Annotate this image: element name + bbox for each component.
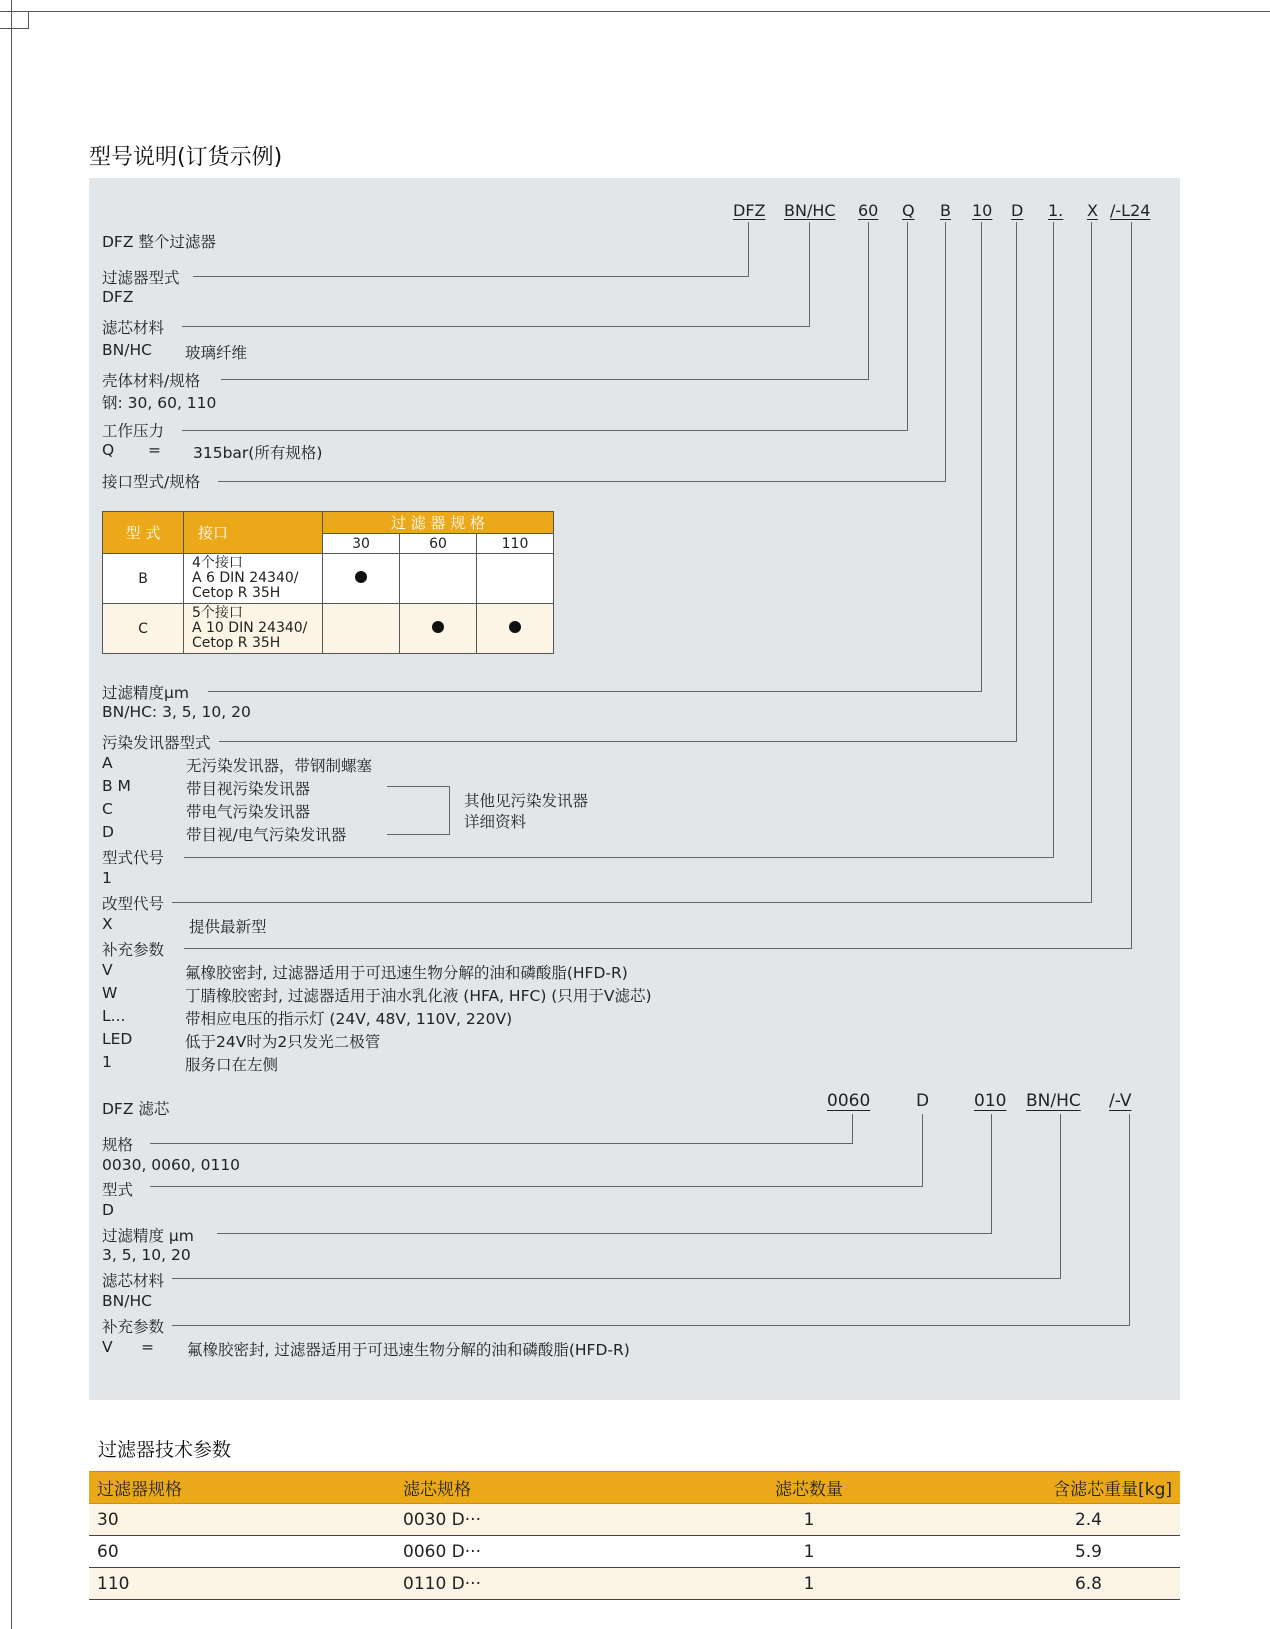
- tech-cell: 1: [701, 1504, 917, 1536]
- col-type-header: 型 式: [103, 512, 184, 554]
- element-leader-h-rating: [217, 1233, 992, 1234]
- tech-cell: 2.4: [917, 1504, 1180, 1536]
- col-sizes-header: 过 滤 器 规 格: [323, 512, 554, 534]
- bracket-side: [449, 786, 450, 835]
- element-heading: DFZ 滤芯: [102, 1100, 170, 1118]
- row-type: C: [103, 604, 184, 654]
- element-code-010: 010: [974, 1091, 1007, 1111]
- supp-desc: 低于24V时为2只发光二极管: [185, 1033, 381, 1051]
- element-leader-h-type: [150, 1186, 923, 1187]
- supp-desc: 带相应电压的指示灯 (24V, 48V, 110V, 220V): [185, 1010, 513, 1028]
- leader-v-dfz: [748, 222, 749, 277]
- availability-dot: [355, 571, 367, 583]
- availability-dot: [432, 621, 444, 633]
- mod-desc: 提供最新型: [189, 918, 267, 936]
- port-line: 5个接口: [192, 605, 243, 621]
- mark-cell: [323, 604, 400, 654]
- table-row: [103, 554, 554, 604]
- tech-cell: 6.8: [917, 1568, 1180, 1600]
- supp-desc: 服务口在左侧: [185, 1056, 279, 1074]
- element-supp-label: 补充参数: [102, 1318, 165, 1336]
- leader-v-l24: [1131, 222, 1132, 949]
- leader-h-type: [193, 276, 749, 277]
- mod-label: 改型代号: [102, 895, 165, 913]
- supp-desc: 氟橡胶密封, 过滤器适用于可迅速生物分解的油和磷酸脂(HFD-R): [185, 964, 628, 982]
- code-1: 1.: [1048, 201, 1064, 220]
- element-rating-label: 过滤精度 μm: [102, 1227, 194, 1245]
- indicator-desc: 带目视/电气污染发讯器: [186, 826, 347, 844]
- tech-cell: 5.9: [917, 1536, 1180, 1568]
- housing-label: 壳体材料/规格: [102, 372, 201, 390]
- table-row: [89, 1536, 1180, 1568]
- element-size-value: 0030, 0060, 0110: [102, 1156, 241, 1174]
- element-code-bnhc: BN/HC: [1026, 1091, 1081, 1111]
- leader-h-media: [182, 326, 810, 327]
- leader-h-mod: [172, 902, 1092, 903]
- table-row: [103, 604, 554, 654]
- filter-heading: DFZ 整个过滤器: [102, 233, 216, 251]
- leader-v-q: [907, 222, 908, 431]
- tech-header-cell: 过滤器规格: [89, 1472, 395, 1504]
- element-rating-value: 3, 5, 10, 20: [102, 1246, 191, 1264]
- element-size-label: 规格: [102, 1136, 134, 1154]
- mod-code: X: [102, 915, 113, 933]
- indicator-note-2: 详细资料: [464, 813, 527, 831]
- port-line: A 6 DIN 24340/: [192, 570, 299, 586]
- tech-header-cell: 滤芯规格: [395, 1472, 701, 1504]
- tech-cell: 1: [701, 1536, 917, 1568]
- connection-table: [102, 511, 554, 654]
- indicator-label: 污染发讯器型式: [102, 734, 211, 752]
- code-bnhc: BN/HC: [784, 201, 836, 220]
- col-port-header: 接口: [184, 512, 323, 554]
- leader-v-d: [1016, 222, 1017, 742]
- media-code: BN/HC: [102, 341, 152, 359]
- tech-cell: 0030 D···: [395, 1504, 701, 1536]
- code-60: 60: [858, 201, 879, 220]
- tech-cell: 0060 D···: [395, 1536, 701, 1568]
- element-leader-h-media: [172, 1278, 1061, 1279]
- row-port: [184, 604, 323, 654]
- crop-mark-top: [0, 11, 1270, 12]
- port-line: 4个接口: [192, 555, 243, 571]
- indicator-note-1: 其他见污染发讯器: [464, 792, 589, 810]
- page-title: 型号说明(订货示例): [89, 145, 283, 170]
- row-type: B: [103, 554, 184, 604]
- element-leader-v-supp: [1129, 1114, 1130, 1326]
- code-b: B: [940, 201, 951, 220]
- bracket-top: [387, 786, 449, 787]
- tech-title: 过滤器技术参数: [98, 1439, 232, 1461]
- element-type-label: 型式: [102, 1181, 134, 1199]
- rating-value: BN/HC: 3, 5, 10, 20: [102, 703, 251, 721]
- port-line: Cetop R 35H: [192, 585, 281, 601]
- pressure-value: 315bar(所有规格): [193, 444, 323, 462]
- indicator-code: B M: [102, 777, 131, 795]
- type-value: DFZ: [102, 288, 134, 306]
- leader-v-b: [945, 222, 946, 482]
- leader-v-1: [1053, 222, 1054, 858]
- element-code-d: D: [916, 1091, 930, 1111]
- indicator-desc: 带电气污染发讯器: [186, 803, 311, 821]
- leader-v-x: [1091, 222, 1092, 903]
- model-label: 型式代号: [102, 849, 165, 867]
- indicator-desc: 带目视污染发讯器: [186, 780, 311, 798]
- leader-h-housing: [221, 379, 869, 380]
- supp-label: 补充参数: [102, 941, 165, 959]
- tech-cell: 60: [89, 1536, 395, 1568]
- leader-h-rating: [208, 691, 982, 692]
- size-30: 30: [323, 534, 400, 554]
- leader-h-indicator: [219, 741, 1017, 742]
- supp-code: V: [102, 961, 113, 979]
- mark-cell: [400, 554, 477, 604]
- mark-cell: [400, 604, 477, 654]
- housing-value: 钢: 30, 60, 110: [102, 394, 217, 412]
- element-supp-desc: 氟橡胶密封, 过滤器适用于可迅速生物分解的油和磷酸脂(HFD-R): [187, 1341, 630, 1359]
- indicator-code: C: [102, 800, 113, 818]
- tech-header-row: [89, 1472, 1180, 1504]
- port-line: A 10 DIN 24340/: [192, 620, 308, 636]
- code-l24: /-L24: [1110, 201, 1151, 220]
- tech-cell: 0110 D···: [395, 1568, 701, 1600]
- tech-table: [89, 1471, 1180, 1600]
- size-60: 60: [400, 534, 477, 554]
- table-row: [89, 1504, 1180, 1536]
- table-row: [89, 1568, 1180, 1600]
- code-d: D: [1011, 201, 1024, 220]
- supp-code: L...: [102, 1007, 126, 1025]
- element-code-0060: 0060: [827, 1091, 871, 1111]
- element-leader-v-rating: [991, 1114, 992, 1234]
- element-media-label: 滤芯材料: [102, 1272, 165, 1290]
- element-leader-v-type: [922, 1114, 923, 1187]
- mark-cell: [477, 554, 554, 604]
- element-media-value: BN/HC: [102, 1292, 152, 1310]
- size-110: 110: [477, 534, 554, 554]
- crop-mark-left: [11, 0, 12, 1629]
- mark-cell: [477, 604, 554, 654]
- media-label: 滤芯材料: [102, 319, 165, 337]
- element-supp-eq: =: [141, 1338, 154, 1356]
- pressure-label: 工作压力: [102, 422, 165, 440]
- rating-label: 过滤精度μm: [102, 684, 189, 702]
- code-10: 10: [972, 201, 993, 220]
- indicator-desc: 无污染发讯器，带钢制螺塞: [186, 757, 373, 775]
- indicator-code: D: [102, 823, 114, 841]
- port-line: Cetop R 35H: [192, 635, 281, 651]
- tech-cell: 1: [701, 1568, 917, 1600]
- supp-code: 1: [102, 1053, 112, 1071]
- element-code-v: /-V: [1109, 1091, 1132, 1111]
- tech-header-cell: 滤芯数量: [701, 1472, 917, 1504]
- tech-cell: 110: [89, 1568, 395, 1600]
- leader-v-10: [981, 222, 982, 692]
- element-leader-h-size: [150, 1143, 853, 1144]
- element-leader-v-size: [852, 1114, 853, 1144]
- pressure-code: Q: [102, 441, 115, 459]
- element-type-value: D: [102, 1201, 114, 1219]
- tech-cell: 30: [89, 1504, 395, 1536]
- crop-mark-corner-h: [0, 28, 28, 29]
- media-desc: 玻璃纤维: [185, 344, 248, 362]
- crop-mark-corner-v: [28, 11, 29, 29]
- row-port: [184, 554, 323, 604]
- port-label: 接口型式/规格: [102, 473, 201, 491]
- leader-h-pressure: [182, 430, 908, 431]
- tech-header-cell: 含滤芯重量[kg]: [917, 1472, 1180, 1504]
- leader-h-port: [218, 481, 946, 482]
- element-leader-v-media: [1060, 1114, 1061, 1279]
- pressure-eq: =: [148, 441, 161, 459]
- model-value: 1: [102, 869, 112, 887]
- supp-code: LED: [102, 1030, 133, 1048]
- code-dfz: DFZ: [733, 201, 766, 220]
- element-supp-code: V: [102, 1338, 113, 1356]
- mark-cell: [323, 554, 400, 604]
- leader-h-supp: [184, 948, 1132, 949]
- type-label: 过滤器型式: [102, 269, 180, 287]
- bracket-bottom: [387, 834, 449, 835]
- code-q: Q: [902, 201, 915, 220]
- indicator-code: A: [102, 754, 113, 772]
- leader-v-60: [868, 222, 869, 380]
- supp-desc: 丁腈橡胶密封, 过滤器适用于油水乳化液 (HFA, HFC) (只用于V滤芯): [185, 987, 652, 1005]
- leader-h-model: [184, 857, 1054, 858]
- supp-code: W: [102, 984, 118, 1002]
- code-x: X: [1087, 201, 1098, 220]
- leader-v-bnhc: [809, 222, 810, 327]
- availability-dot: [509, 621, 521, 633]
- element-leader-h-supp: [172, 1325, 1130, 1326]
